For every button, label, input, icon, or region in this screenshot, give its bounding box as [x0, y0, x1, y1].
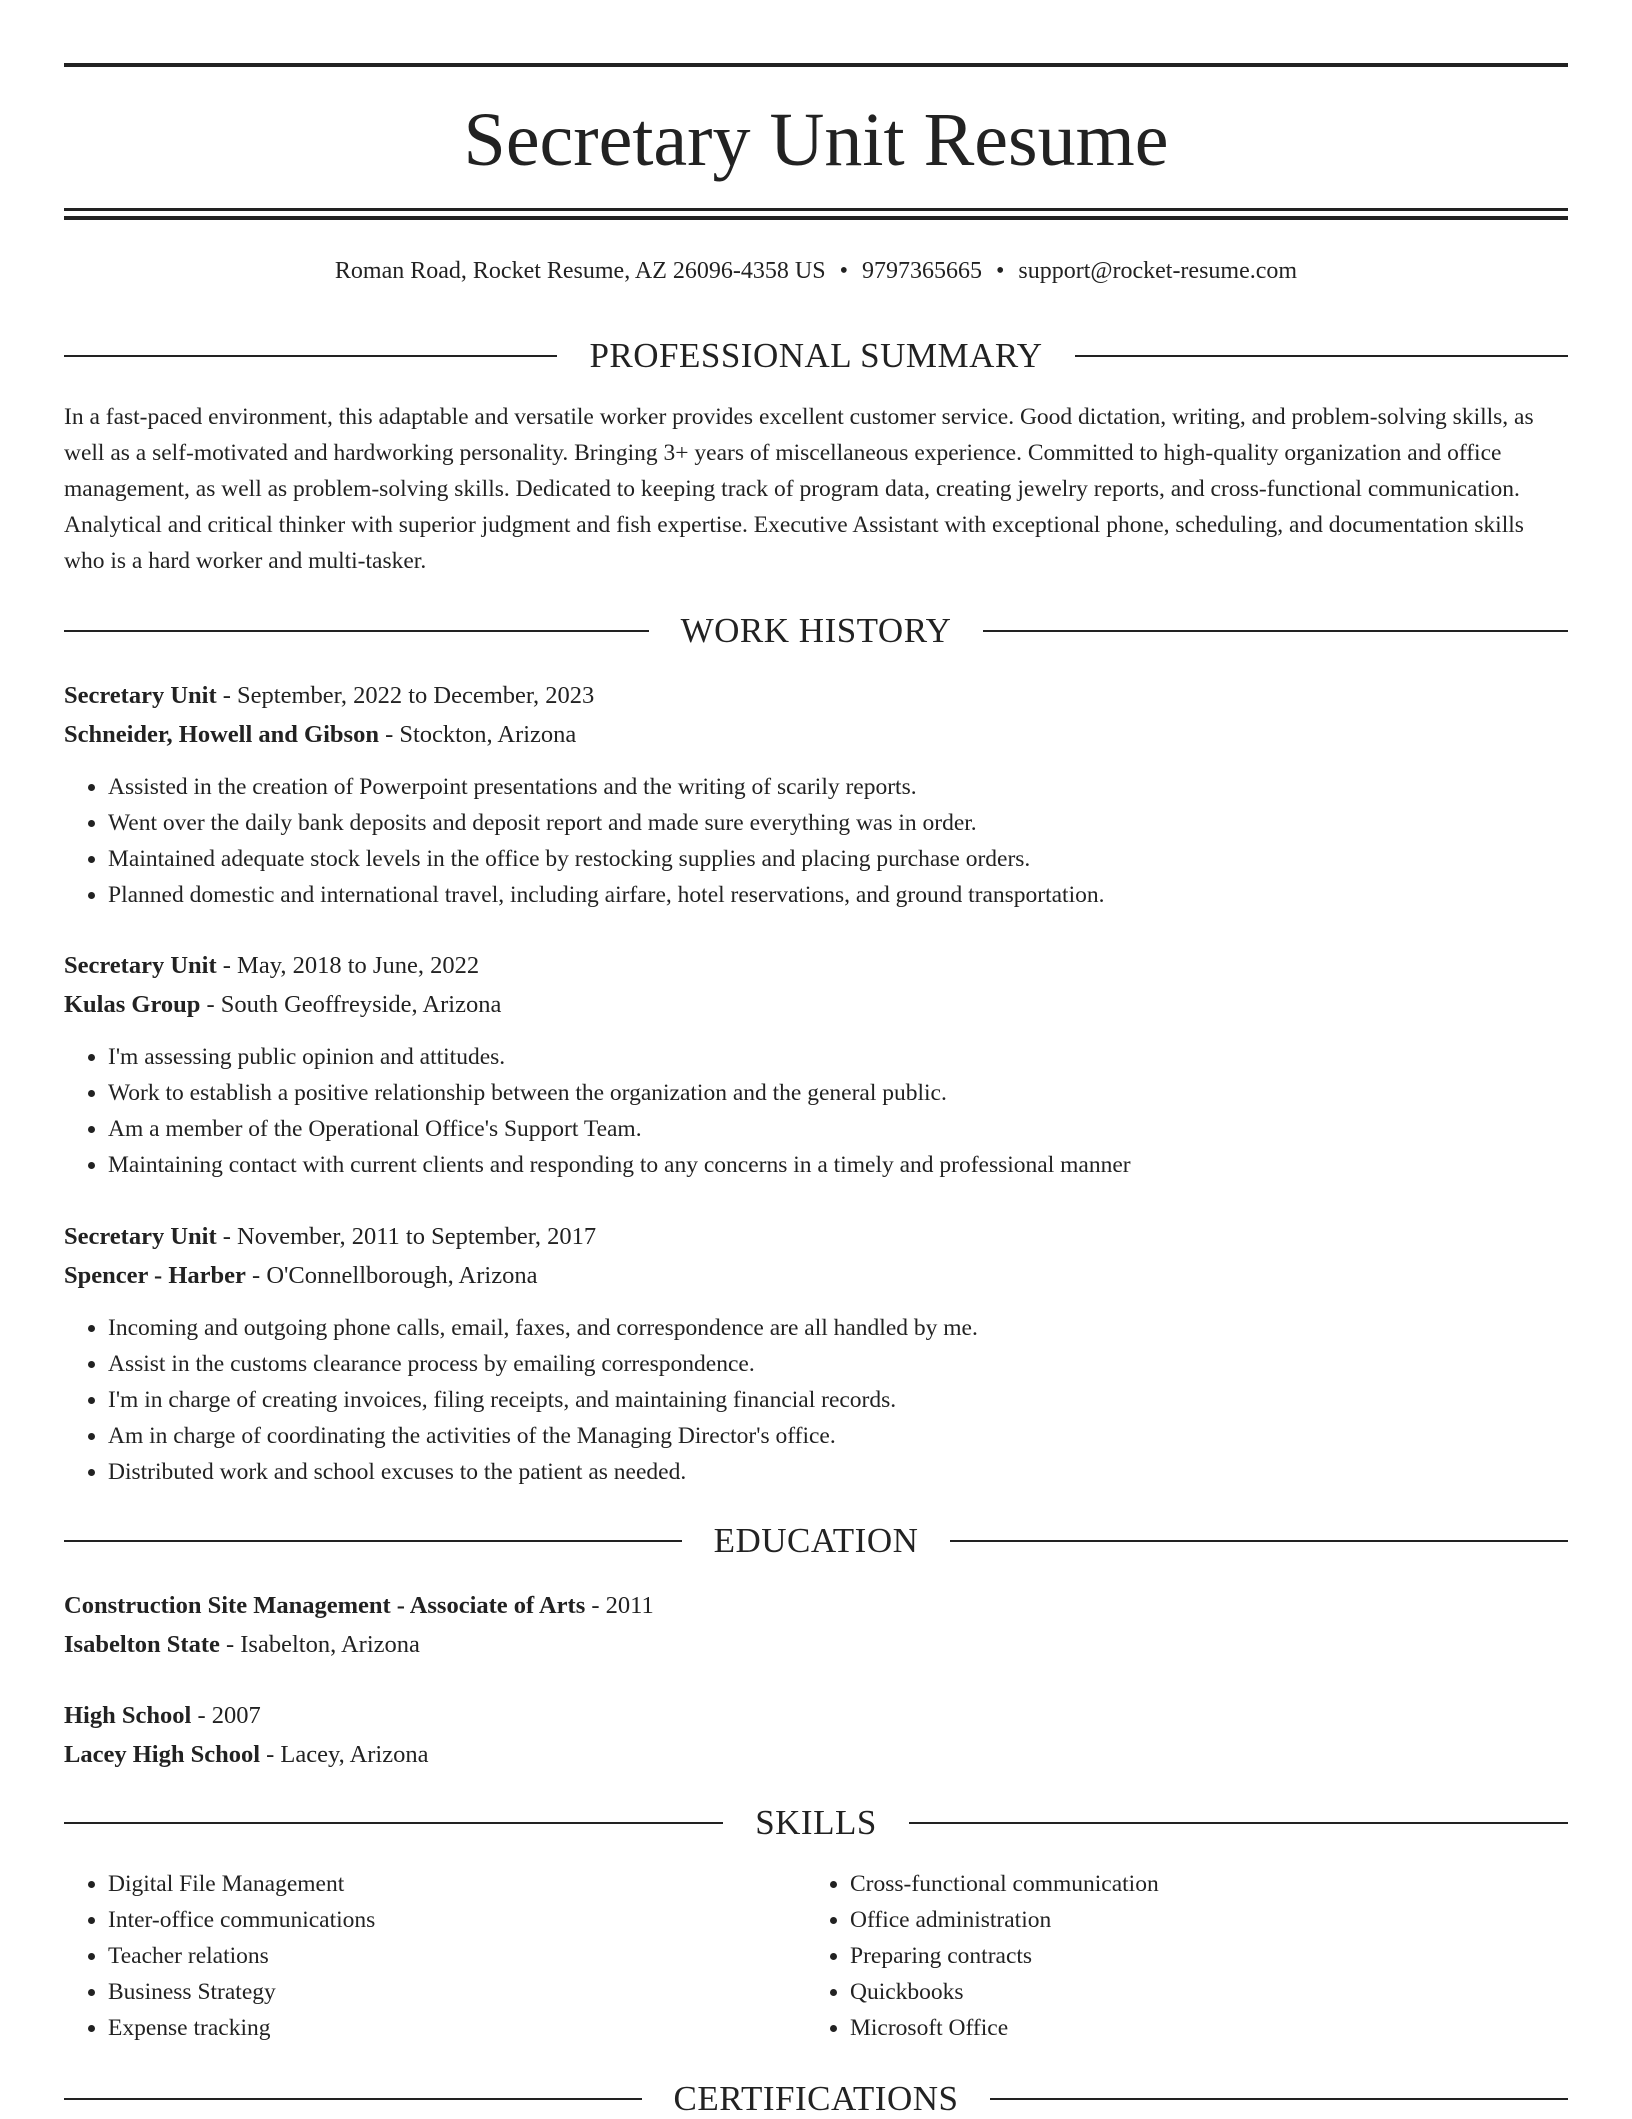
section-rule [64, 630, 649, 632]
contact-email: support@rocket-resume.com [1018, 258, 1298, 284]
section-rule [983, 630, 1568, 632]
job-duty: • I'm assessing public opinion and attitudes. [108, 1039, 1131, 1075]
section-rule [64, 1540, 682, 1542]
job-dates: - May, 2018 to June, 2022 [216, 952, 480, 979]
section-rule [990, 2098, 1568, 2100]
job-entry [64, 676, 1568, 754]
skill-item: • Inter-office communications [108, 1902, 808, 1938]
title-double-rule [64, 208, 1568, 220]
education-school: Isabelton State [64, 1631, 220, 1658]
job-entry [64, 946, 1568, 1024]
section-header-skills [64, 1803, 1568, 1843]
skill-item: • Microsoft Office [850, 2010, 1550, 2046]
job-duty: • Maintained adequate stock levels in the office by restocking supplies and placing purchase orders. [108, 841, 1105, 877]
job-location: - Stockton, Arizona [378, 721, 577, 748]
contact-separator: • [839, 258, 848, 284]
job-title-line [64, 946, 1568, 985]
job-company: Schneider, Howell and Gibson [64, 721, 379, 748]
skill-item: • Cross-functional communication [850, 1866, 1550, 1902]
education-school-line [64, 1735, 1568, 1774]
job-duties-list [64, 769, 1105, 913]
job-company-line [64, 985, 1568, 1024]
skill-item: • Teacher relations [108, 1938, 808, 1974]
section-rule [950, 1540, 1568, 1542]
education-school-line [64, 1625, 1568, 1664]
skill-item: • Office administration [850, 1902, 1550, 1938]
education-year: - 2007 [191, 1702, 261, 1729]
job-duty: • Am a member of the Operational Office's Support Team. [108, 1111, 1131, 1147]
section-title-work-history: WORK HISTORY [680, 611, 952, 650]
job-location: - South Geoffreyside, Arizona [200, 991, 502, 1018]
top-rule [64, 63, 1568, 67]
education-degree-line [64, 1696, 1568, 1735]
job-title-line [64, 1217, 1568, 1256]
job-company-line [64, 715, 1568, 754]
job-duty: • Incoming and outgoing phone calls, email, faxes, and correspondence are all handled by me. [108, 1310, 978, 1346]
section-title-summary: PROFESSIONAL SUMMARY [589, 336, 1043, 375]
job-duty: • Maintaining contact with current clients and responding to any concerns in a timely and professional manner [108, 1147, 1131, 1183]
job-duties-list [64, 1039, 1131, 1183]
section-title-education: EDUCATION [713, 1521, 919, 1560]
education-location: - Lacey, Arizona [260, 1741, 429, 1768]
education-degree-line [64, 1586, 1568, 1625]
job-duty: • Planned domestic and international travel, including airfare, hotel reservations, and ground transportation. [108, 877, 1105, 913]
skills-list-left [64, 1866, 808, 2046]
job-dates: - September, 2022 to December, 2023 [216, 682, 595, 709]
section-rule [64, 355, 557, 357]
job-duty: • Assisted in the creation of Powerpoint presentations and the writing of scarily reports. [108, 769, 1105, 805]
job-dates: - November, 2011 to September, 2017 [216, 1223, 597, 1250]
page-title: Secretary Unit Resume [463, 98, 1169, 182]
job-duty: • Work to establish a positive relationship between the organization and the general public. [108, 1075, 1131, 1111]
job-duty: • I'm in charge of creating invoices, filing receipts, and maintaining financial records. [108, 1382, 978, 1418]
section-rule [1075, 355, 1568, 357]
contact-line [64, 253, 1568, 289]
section-rule [64, 2098, 642, 2100]
section-title-skills: SKILLS [755, 1803, 877, 1842]
job-location: - O'Connellborough, Arizona [245, 1262, 538, 1289]
job-company: Kulas Group [64, 991, 201, 1018]
section-header-work-history [64, 611, 1568, 651]
section-rule [909, 1822, 1568, 1824]
skill-item: • Business Strategy [108, 1974, 808, 2010]
job-company: Spencer - Harber [64, 1262, 246, 1289]
education-year: - 2011 [585, 1592, 654, 1619]
job-title: Secretary Unit [64, 682, 217, 709]
education-entry [64, 1696, 1568, 1774]
job-duties-list [64, 1310, 978, 1490]
contact-separator: • [995, 258, 1005, 284]
job-entry [64, 1217, 1568, 1295]
job-duty: • Went over the daily bank deposits and deposit report and made sure everything was in order. [108, 805, 1105, 841]
job-title-line [64, 676, 1568, 715]
skill-item: • Expense tracking [108, 2010, 808, 2046]
section-header-certifications [64, 2079, 1568, 2119]
section-rule [64, 1822, 723, 1824]
job-duty: • Am in charge of coordinating the activities of the Managing Director's office. [108, 1418, 978, 1454]
job-duty: • Assist in the customs clearance process by emailing correspondence. [108, 1346, 978, 1382]
skill-item: • Quickbooks [850, 1974, 1550, 2010]
education-degree: Construction Site Management - Associate of Arts [64, 1592, 586, 1619]
education-entry [64, 1586, 1568, 1664]
summary-text: In a fast-paced environment, this adaptable and versatile worker provides excellent customer service. Good dictation, writing, and problem-solving skills, as well as a self-motivated and hardworking personality. Bringing 3+ years of miscellaneous experience. Committed to high-quality organization and office management, as well as problem-solving skills. Dedicated to keeping track of program data, creating jewelry reports, and cross-functional communication. Analytical and critical thinker with superior judgment and fish expertise. Executive Assistant with exceptional phone, scheduling, and documentation skills who is a hard worker and multi-tasker. [64, 404, 1534, 574]
education-degree: High School [64, 1702, 192, 1729]
contact-phone: 9797365665 [861, 258, 982, 284]
section-header-summary [64, 336, 1568, 376]
skills-list-right [806, 1866, 1550, 2046]
section-title-certifications: CERTIFICATIONS [673, 2079, 959, 2118]
skill-item: • Digital File Management [108, 1866, 808, 1902]
job-duty: • Distributed work and school excuses to the patient as needed. [108, 1454, 978, 1490]
job-title: Secretary Unit [64, 1223, 217, 1250]
education-location: - Isabelton, Arizona [219, 1631, 420, 1658]
education-school: Lacey High School [64, 1741, 261, 1768]
section-header-education [64, 1521, 1568, 1561]
skill-item: • Preparing contracts [850, 1938, 1550, 1974]
contact-address: Roman Road, Rocket Resume, AZ 26096-4358 US [334, 258, 826, 284]
job-company-line [64, 1256, 1568, 1295]
job-title: Secretary Unit [64, 952, 217, 979]
